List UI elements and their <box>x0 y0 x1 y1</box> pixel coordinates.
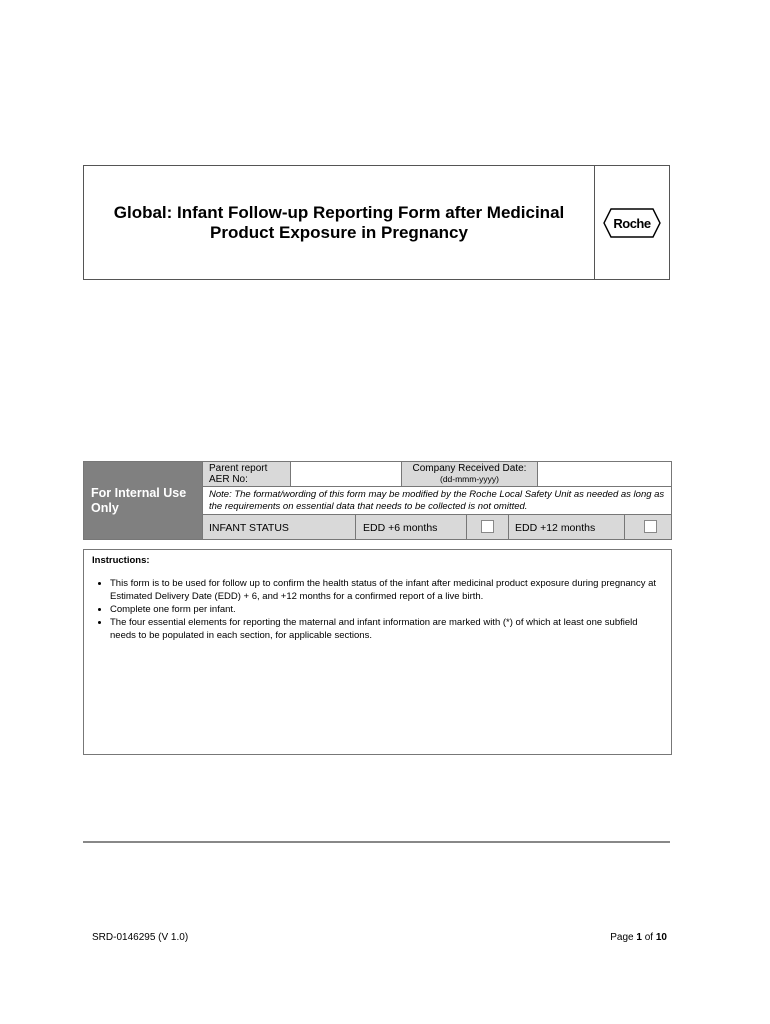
page-total: 10 <box>655 932 667 943</box>
edd12-checkbox[interactable] <box>644 520 657 533</box>
roche-logo <box>594 166 669 279</box>
instructions-title: Instructions: <box>92 555 150 566</box>
logo-text: Roche <box>613 215 651 231</box>
edd12-label: EDD +12 months <box>508 515 624 539</box>
received-date-field[interactable] <box>537 462 671 487</box>
parent-report-label <box>202 462 290 487</box>
edd6-checkbox[interactable] <box>481 520 494 533</box>
instruction-item: • The four essential elements for reporting the maternal and infant information are marked with (*) of which at least one subfield needs to be populated in each section, for applicable sections. <box>110 616 663 642</box>
infant-status-label: INFANT STATUS <box>202 515 355 539</box>
document-id: SRD-0146295 (V 1.0) <box>92 932 189 943</box>
page-current: 1 <box>636 932 642 943</box>
form-header <box>83 165 670 280</box>
internal-use-label: For Internal Use Only <box>84 462 202 539</box>
page-number <box>610 932 667 943</box>
edd6-checkbox-cell <box>466 515 508 539</box>
page-of: of <box>644 932 654 943</box>
date-format-hint: (dd-mmm-yyyy) <box>439 474 500 484</box>
internal-use-table <box>83 461 672 540</box>
form-title <box>84 166 594 279</box>
instructions-box <box>83 549 672 755</box>
form-title-line1: Global: Infant Follow-up Reporting Form after Medicinal <box>113 202 565 222</box>
edd6-label: EDD +6 months <box>355 515 466 539</box>
instructions-list <box>92 577 663 642</box>
company-received-date-text: Company Received Date: <box>412 463 527 474</box>
aer-number-field[interactable] <box>290 462 401 487</box>
parent-report-line2: AER No: <box>209 474 248 485</box>
roche-logo-icon <box>603 208 661 238</box>
form-title-line2: Product Exposure in Pregnancy <box>210 222 468 242</box>
edd12-checkbox-cell <box>624 515 671 539</box>
page-word: Page <box>610 932 634 943</box>
instruction-item: • Complete one form per infant. <box>110 603 663 616</box>
company-received-date-label <box>401 462 537 487</box>
footer-divider <box>83 841 670 843</box>
format-note: Note: The format/wording of this form may be modified by the Roche Local Safety Unit as needed as long as the requirements on essential data that needs to be collected is not omitted. <box>202 487 671 515</box>
parent-report-line1: Parent report <box>209 463 268 474</box>
instruction-item: • This form is to be used for follow up to confirm the health status of the infant after medicinal product exposure during pregnancy at Estimated Delivery Date (EDD) + 6, and +12 months for a confirmed report of a live birth. <box>110 577 663 603</box>
